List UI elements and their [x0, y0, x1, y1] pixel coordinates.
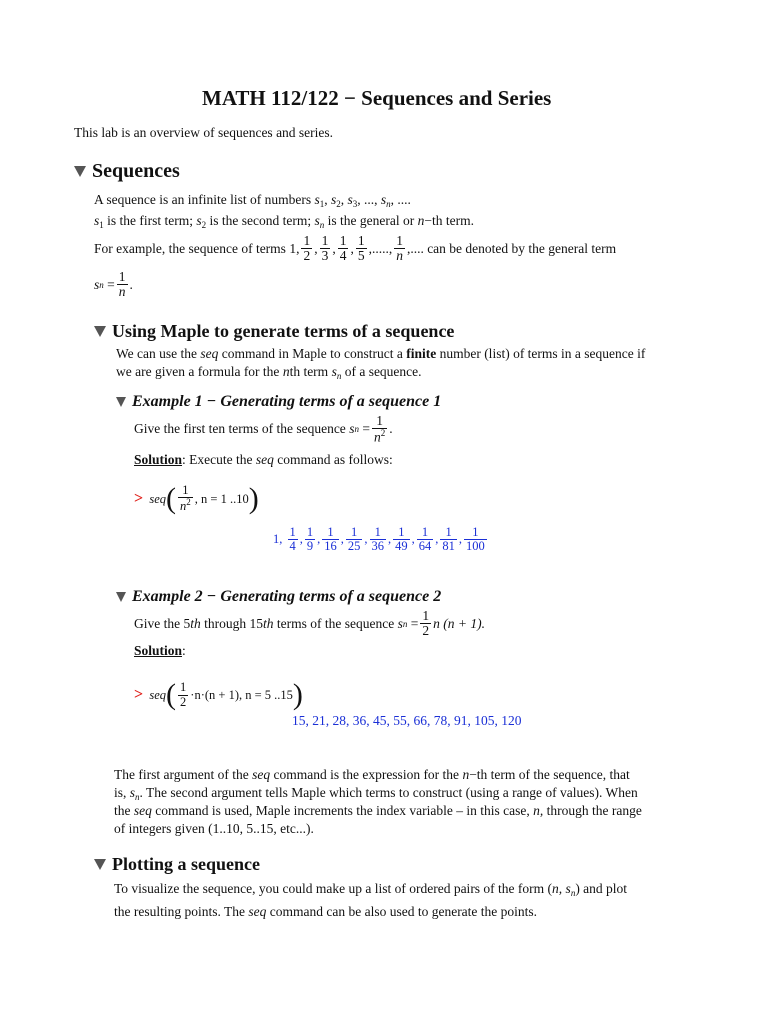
section-example1-title: Example 1 − Generating terms of a sequence 1: [132, 393, 442, 410]
section-maple[interactable]: [94, 321, 454, 342]
example1-output: 1, $\frac{1}{4}$ , $\frac{1}{9}$ , $\frac{1}{16}$ , $\frac{1}{25}$ , $\frac{1}{36}$ , $\frac{1}{49}$ , $\frac{1}{64}$ , $\frac{1}{81}$ , $\frac{1}{100}$: [273, 525, 485, 554]
page-title: MATH 112/122 − Sequences and Series: [202, 86, 552, 110]
collapse-triangle-icon[interactable]: [116, 397, 126, 407]
maple-para-line2: we are given a formula for the nth term $s_n$ of a sequence.: [116, 364, 422, 381]
plotting-line2: the resulting points. The seq command can be also used to generate the points.: [114, 904, 538, 919]
section-example2[interactable]: [116, 588, 441, 606]
section-plotting[interactable]: [94, 854, 260, 875]
maple-prompt: >: [134, 490, 144, 507]
maple-para-line1: We can use the seq command in Maple to construct a finite number (list) of terms in a sequence if: [116, 346, 646, 361]
collapse-triangle-icon[interactable]: [94, 326, 106, 337]
explain-line4: of integers given (1..10, 5..15, etc...).: [114, 821, 314, 836]
seq-example-line: For example, the sequence of terms 1 , $\frac{1}{2}$ , $\frac{1}{3}$ , $\frac{1}{4}$ , $\frac{1}{5}$ ,....., $\frac{1}{n}$ ,.... can be denoted by the general term: [94, 233, 617, 264]
example2-command[interactable]: > seq ( $\frac{1}{2}$ ·n·(n + 1), n = 5 ..15 ): [134, 678, 303, 711]
example1-question: Give the first ten terms of the sequence s n = $\frac{1}{n^2}$ .: [134, 413, 393, 445]
collapse-triangle-icon[interactable]: [94, 859, 106, 870]
collapse-triangle-icon[interactable]: [116, 592, 126, 602]
intro-text: This lab is an overview of sequences and series.: [74, 125, 334, 140]
plotting-line1: To visualize the sequence, you could make up a list of ordered pairs of the form (n, $s_n$) and plot: [114, 881, 628, 898]
general-term-formula: s n = $\frac{1}{n}$ .: [94, 269, 133, 300]
explain-line1: The first argument of the seq command is the expression for the n−th term of the sequence, that: [114, 767, 630, 782]
seq-terms-line: $s_1$ is the first term; $s_2$ is the second term; $s_n$ is the general or n−th term.: [94, 213, 474, 230]
section-example1[interactable]: [116, 393, 441, 411]
section-sequences[interactable]: [74, 160, 180, 183]
example2-output: 15, 21, 28, 36, 45, 55, 66, 78, 91, 105, 120: [292, 713, 522, 728]
seq-def-line: A sequence is an infinite list of numbers $s_1$, $s_2$, $s_3$, ..., $s_n$, ....: [94, 192, 411, 209]
section-example2-title: Example 2 − Generating terms of a sequence 2: [132, 588, 442, 605]
example2-solution: Solution:: [134, 643, 186, 658]
collapse-triangle-icon[interactable]: [74, 166, 86, 177]
section-sequences-title: Sequences: [92, 160, 180, 182]
explain-line3: the seq command is used, Maple increments the index variable – in this case, n, through the range: [114, 803, 642, 818]
maple-prompt: >: [134, 686, 144, 703]
section-maple-title: Using Maple to generate terms of a sequence: [112, 321, 455, 341]
example2-question: Give the 5 th through 15 th terms of the sequence s n = $\frac{1}{2}$ n (n + 1).: [134, 608, 485, 639]
section-plotting-title: Plotting a sequence: [112, 854, 260, 874]
example1-command[interactable]: > seq ( $\frac{1}{n^2}$ , n = 1 ..10 ): [134, 482, 259, 515]
explain-line2: is, $s_n$. The second argument tells Maple which terms to construct (using a range of values). When: [114, 785, 638, 802]
example1-solution: Solution: Execute the seq command as follows:: [134, 452, 393, 467]
